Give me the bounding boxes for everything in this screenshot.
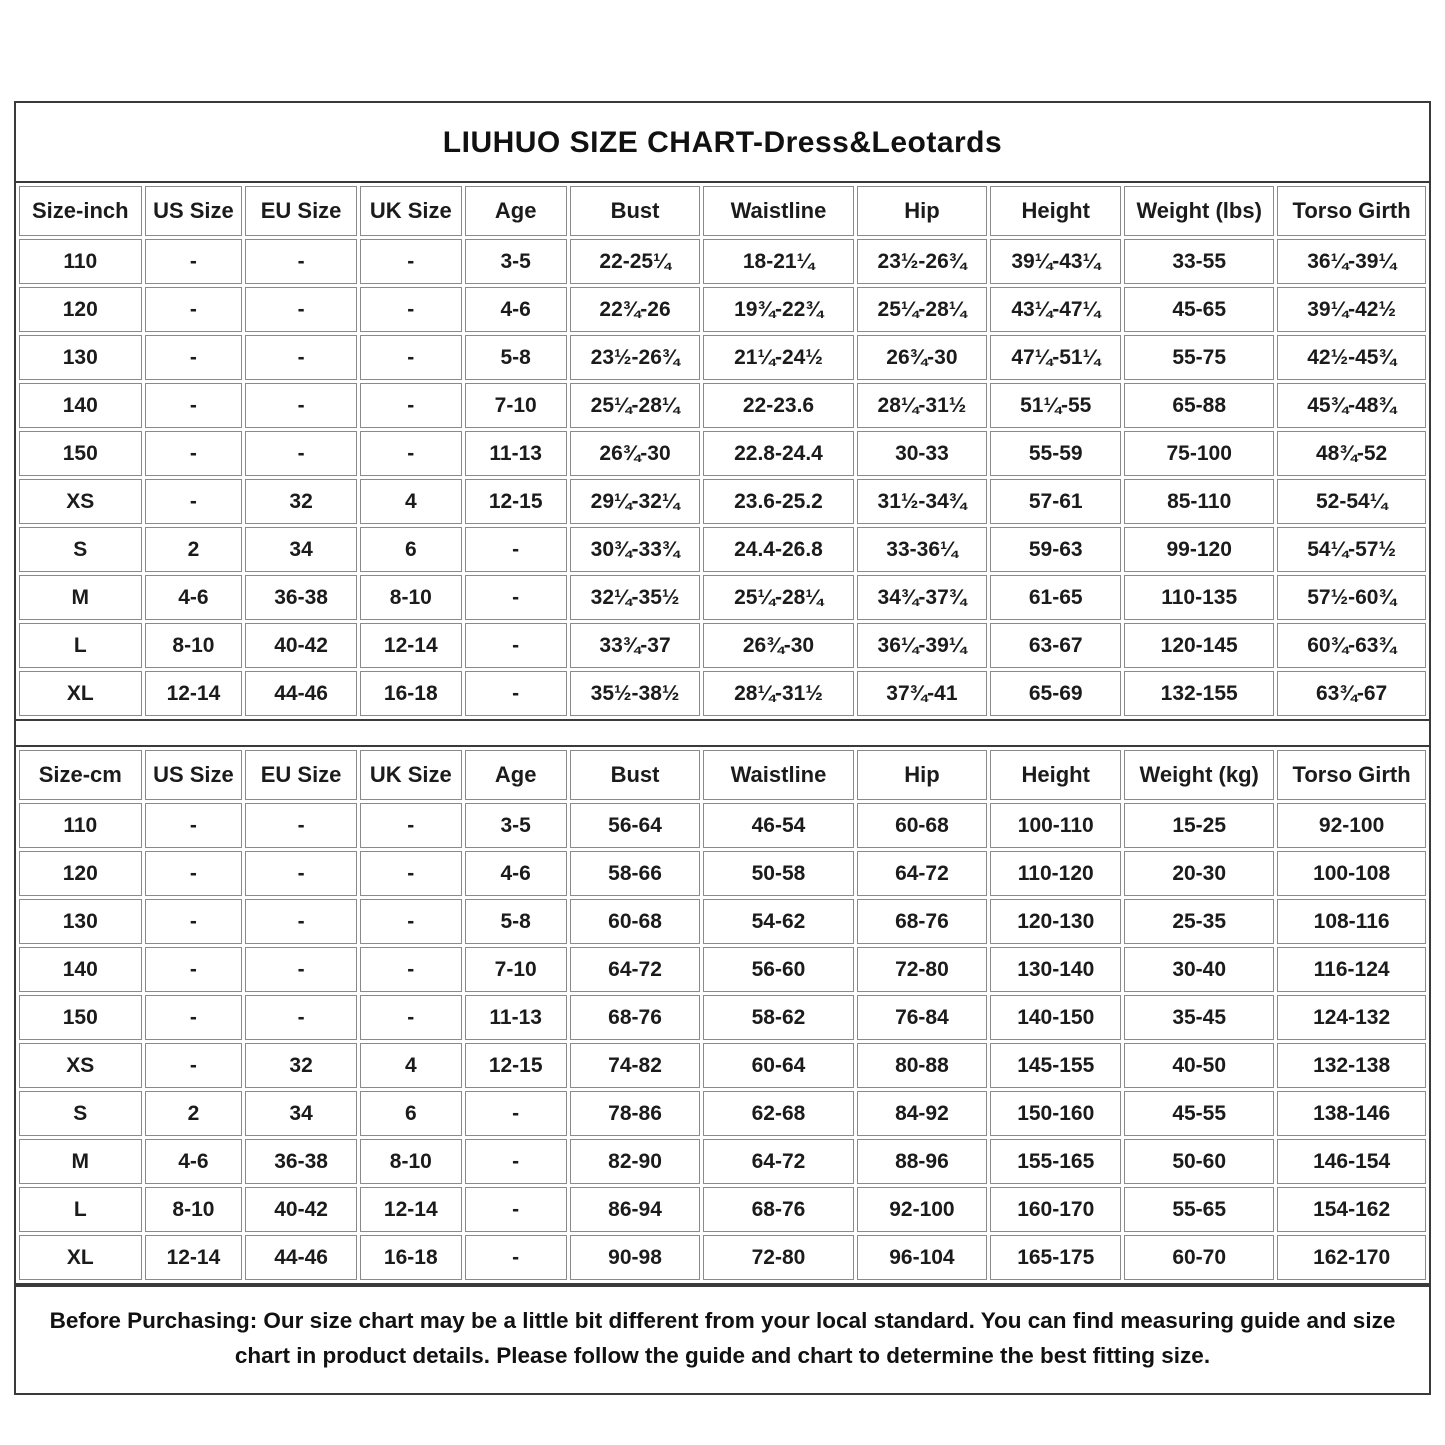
table-cell: 48¾-52	[1277, 431, 1426, 476]
table-cell: 32¼-35½	[570, 575, 701, 620]
table-cell: -	[245, 335, 357, 380]
column-header: Height	[990, 750, 1121, 800]
table-cell: 60-68	[570, 899, 701, 944]
table-cell: 4-6	[465, 287, 567, 332]
table-cell: 124-132	[1277, 995, 1426, 1040]
table-cell: -	[145, 899, 243, 944]
table-cell: -	[465, 575, 567, 620]
table-cell: 26¾-30	[570, 431, 701, 476]
table-cell: 68-76	[703, 1187, 853, 1232]
table-cell: 99-120	[1124, 527, 1274, 572]
table-cell: 5-8	[465, 899, 567, 944]
column-header: Torso Girth	[1277, 186, 1426, 236]
table-cell: 85-110	[1124, 479, 1274, 524]
column-header: US Size	[145, 186, 243, 236]
table-cell: -	[145, 947, 243, 992]
table-cell: 68-76	[857, 899, 988, 944]
table-row	[19, 527, 1426, 572]
table-cell: -	[465, 1139, 567, 1184]
table-cell: 65-88	[1124, 383, 1274, 428]
table-cell: -	[245, 899, 357, 944]
table-cell: 20-30	[1124, 851, 1274, 896]
table-cell: 8-10	[360, 575, 462, 620]
table-cell: 3-5	[465, 239, 567, 284]
row-label: 130	[19, 899, 142, 944]
table-cell: 39¼-42½	[1277, 287, 1426, 332]
table-cell: 75-100	[1124, 431, 1274, 476]
table-cell: 32	[245, 479, 357, 524]
table-cell: 145-155	[990, 1043, 1121, 1088]
table-cell: 23½-26¾	[570, 335, 701, 380]
table-cell: 50-58	[703, 851, 853, 896]
row-label: XS	[19, 479, 142, 524]
table-cell: 34¾-37¾	[857, 575, 988, 620]
table-cell: -	[360, 287, 462, 332]
table-cell: 39¼-43¼	[990, 239, 1121, 284]
table-cell: 7-10	[465, 947, 567, 992]
table-cell: 18-21¼	[703, 239, 853, 284]
row-label: S	[19, 527, 142, 572]
table-cell: 22-25¼	[570, 239, 701, 284]
table-cell: 50-60	[1124, 1139, 1274, 1184]
row-label: 140	[19, 383, 142, 428]
table-cell: 25¼-28¼	[857, 287, 988, 332]
header-row	[19, 186, 1426, 236]
table-cell: 40-50	[1124, 1043, 1274, 1088]
table-cell: -	[245, 851, 357, 896]
size-table-inch	[16, 181, 1429, 721]
column-header: Weight (lbs)	[1124, 186, 1274, 236]
table-cell: -	[360, 899, 462, 944]
table-cell: 64-72	[703, 1139, 853, 1184]
row-label: 120	[19, 851, 142, 896]
table-cell: 160-170	[990, 1187, 1121, 1232]
table-cell: 90-98	[570, 1235, 701, 1280]
table-cell: 57½-60¾	[1277, 575, 1426, 620]
row-label: 110	[19, 239, 142, 284]
table-cell: 80-88	[857, 1043, 988, 1088]
row-label: 120	[19, 287, 142, 332]
table-cell: 68-76	[570, 995, 701, 1040]
table-cell: 22-23.6	[703, 383, 853, 428]
row-label: L	[19, 623, 142, 668]
table-cell: -	[145, 239, 243, 284]
table-cell: 61-65	[990, 575, 1121, 620]
table-cell: 44-46	[245, 671, 357, 716]
table-cell: 22.8-24.4	[703, 431, 853, 476]
table-cell: -	[465, 1235, 567, 1280]
column-header: EU Size	[245, 186, 357, 236]
table-cell: 64-72	[570, 947, 701, 992]
table-cell: 32	[245, 1043, 357, 1088]
table-cell: -	[360, 947, 462, 992]
table-cell: 51¼-55	[990, 383, 1121, 428]
column-header: UK Size	[360, 186, 462, 236]
table-cell: 92-100	[857, 1187, 988, 1232]
column-header: Age	[465, 186, 567, 236]
table-cell: 76-84	[857, 995, 988, 1040]
table-cell: 36-38	[245, 1139, 357, 1184]
row-label: 130	[19, 335, 142, 380]
row-label: 150	[19, 431, 142, 476]
table-cell: 86-94	[570, 1187, 701, 1232]
table-cell: 5-8	[465, 335, 567, 380]
table-cell: 16-18	[360, 671, 462, 716]
table-cell: 21¼-24½	[703, 335, 853, 380]
table-cell: -	[145, 803, 243, 848]
size-chart-box	[14, 101, 1431, 1395]
row-label: 140	[19, 947, 142, 992]
table-cell: 42½-45¾	[1277, 335, 1426, 380]
table-cell: 162-170	[1277, 1235, 1426, 1280]
table-cell: -	[145, 479, 243, 524]
table-cell: 12-15	[465, 479, 567, 524]
column-header: Waistline	[703, 186, 853, 236]
table-cell: 34	[245, 1091, 357, 1136]
table-cell: -	[145, 1043, 243, 1088]
column-header: US Size	[145, 750, 243, 800]
table-cell: -	[245, 287, 357, 332]
table-cell: 56-60	[703, 947, 853, 992]
table-cell: -	[360, 431, 462, 476]
table-cell: 36¼-39¼	[857, 623, 988, 668]
column-header: Bust	[570, 750, 701, 800]
table-cell: -	[465, 1187, 567, 1232]
table-cell: -	[360, 851, 462, 896]
table-row	[19, 431, 1426, 476]
table-cell: 8-10	[145, 623, 243, 668]
table-cell: 40-42	[245, 623, 357, 668]
column-header: Size-cm	[19, 750, 142, 800]
row-label: M	[19, 1139, 142, 1184]
table-cell: 155-165	[990, 1139, 1121, 1184]
table-cell: 31½-34¾	[857, 479, 988, 524]
table-cell: -	[145, 383, 243, 428]
table-cell: 60-70	[1124, 1235, 1274, 1280]
table-cell: -	[465, 671, 567, 716]
table-cell: 4-6	[145, 1139, 243, 1184]
table-cell: 56-64	[570, 803, 701, 848]
table-row	[19, 1091, 1426, 1136]
column-header: Size-inch	[19, 186, 142, 236]
table-row	[19, 383, 1426, 428]
table-cell: 16-18	[360, 1235, 462, 1280]
column-header: UK Size	[360, 750, 462, 800]
row-label: 110	[19, 803, 142, 848]
table-cell: -	[245, 995, 357, 1040]
table-cell: 4	[360, 479, 462, 524]
table-cell: 8-10	[145, 1187, 243, 1232]
table-cell: -	[360, 239, 462, 284]
size-table-cm	[16, 745, 1429, 1285]
page-title: LIUHUO SIZE CHART-Dress&Leotards	[442, 126, 1003, 159]
row-label: L	[19, 1187, 142, 1232]
table-cell: 60-64	[703, 1043, 853, 1088]
table-cell: 33-36¼	[857, 527, 988, 572]
table-cell: 34	[245, 527, 357, 572]
footer-note: Before Purchasing: Our size chart may be a little bit different from your local standard. You can find measuring guide and size chart in product details. Please follow the guide and chart to determine the best fitting size.	[16, 1285, 1429, 1393]
table-cell: 19¾-22¾	[703, 287, 853, 332]
table-cell: 12-14	[145, 1235, 243, 1280]
row-label: XL	[19, 671, 142, 716]
table-cell: 60-68	[857, 803, 988, 848]
table-row	[19, 995, 1426, 1040]
table-cell: 24.4-26.8	[703, 527, 853, 572]
table-cell: 30-40	[1124, 947, 1274, 992]
table-cell: 35-45	[1124, 995, 1274, 1040]
table-cell: 30¾-33¾	[570, 527, 701, 572]
header-row	[19, 750, 1426, 800]
table-cell: 120-145	[1124, 623, 1274, 668]
table-cell: 26¾-30	[857, 335, 988, 380]
table-cell: 45-65	[1124, 287, 1274, 332]
table-cell: 22¾-26	[570, 287, 701, 332]
table-cell: -	[245, 383, 357, 428]
table-cell: 100-110	[990, 803, 1121, 848]
table-cell: -	[245, 239, 357, 284]
table-cell: 45¾-48¾	[1277, 383, 1426, 428]
row-label: S	[19, 1091, 142, 1136]
table-row	[19, 947, 1426, 992]
table-cell: -	[360, 335, 462, 380]
table-cell: 52-54¼	[1277, 479, 1426, 524]
column-header: Height	[990, 186, 1121, 236]
table-cell: 72-80	[857, 947, 988, 992]
table-cell: -	[145, 851, 243, 896]
table-cell: 74-82	[570, 1043, 701, 1088]
table-cell: 2	[145, 527, 243, 572]
table-cell: 11-13	[465, 995, 567, 1040]
table-cell: 108-116	[1277, 899, 1426, 944]
table-cell: 23.6-25.2	[703, 479, 853, 524]
table-cell: 8-10	[360, 1139, 462, 1184]
table-cell: 58-66	[570, 851, 701, 896]
table-cell: 58-62	[703, 995, 853, 1040]
column-header: EU Size	[245, 750, 357, 800]
table-cell: 96-104	[857, 1235, 988, 1280]
table-cell: 55-65	[1124, 1187, 1274, 1232]
table-cell: 7-10	[465, 383, 567, 428]
table-cell: 33-55	[1124, 239, 1274, 284]
table-cell: 165-175	[990, 1235, 1121, 1280]
table-row	[19, 287, 1426, 332]
table-cell: 54-62	[703, 899, 853, 944]
row-label: M	[19, 575, 142, 620]
table-cell: 36-38	[245, 575, 357, 620]
table-cell: 11-13	[465, 431, 567, 476]
column-header: Hip	[857, 750, 988, 800]
table-row	[19, 1235, 1426, 1280]
table-cell: 78-86	[570, 1091, 701, 1136]
table-cell: 55-75	[1124, 335, 1274, 380]
table-row	[19, 623, 1426, 668]
table-row	[19, 335, 1426, 380]
table-cell: -	[145, 335, 243, 380]
table-cell: 55-59	[990, 431, 1121, 476]
table-cell: 29¼-32¼	[570, 479, 701, 524]
table-row	[19, 479, 1426, 524]
table-cell: 36¼-39¼	[1277, 239, 1426, 284]
table-cell: 54¼-57½	[1277, 527, 1426, 572]
table-row	[19, 1187, 1426, 1232]
row-label: XL	[19, 1235, 142, 1280]
table-cell: 100-108	[1277, 851, 1426, 896]
table-cell: 60¾-63¾	[1277, 623, 1426, 668]
table-cell: 62-68	[703, 1091, 853, 1136]
table-cell: 45-55	[1124, 1091, 1274, 1136]
table-cell: 25¼-28¼	[570, 383, 701, 428]
table-cell: -	[465, 527, 567, 572]
table-cell: -	[360, 803, 462, 848]
table-cell: 28¼-31½	[703, 671, 853, 716]
table-cell: -	[245, 947, 357, 992]
table-cell: 116-124	[1277, 947, 1426, 992]
table-cell: -	[465, 623, 567, 668]
table-cell: 140-150	[990, 995, 1121, 1040]
table-cell: 92-100	[1277, 803, 1426, 848]
table-cell: -	[245, 803, 357, 848]
table-cell: 65-69	[990, 671, 1121, 716]
table-cell: 110-120	[990, 851, 1121, 896]
table-row	[19, 803, 1426, 848]
table-cell: 59-63	[990, 527, 1121, 572]
table-cell: 130-140	[990, 947, 1121, 992]
table-cell: 57-61	[990, 479, 1121, 524]
table-cell: -	[145, 431, 243, 476]
column-header: Age	[465, 750, 567, 800]
table-cell: 72-80	[703, 1235, 853, 1280]
column-header: Torso Girth	[1277, 750, 1426, 800]
table-cell: 120-130	[990, 899, 1121, 944]
column-header: Bust	[570, 186, 701, 236]
table-cell: 35½-38½	[570, 671, 701, 716]
table-cell: -	[145, 995, 243, 1040]
row-label: 150	[19, 995, 142, 1040]
table-row	[19, 1139, 1426, 1184]
table-cell: 4	[360, 1043, 462, 1088]
column-header: Waistline	[703, 750, 853, 800]
table-cell: 63-67	[990, 623, 1121, 668]
table-cell: 37¾-41	[857, 671, 988, 716]
table-cell: 46-54	[703, 803, 853, 848]
table-cell: 23½-26¾	[857, 239, 988, 284]
table-cell: 154-162	[1277, 1187, 1426, 1232]
table-row	[19, 1043, 1426, 1088]
table-cell: 132-138	[1277, 1043, 1426, 1088]
table-cell: 25-35	[1124, 899, 1274, 944]
table-cell: 47¼-51¼	[990, 335, 1121, 380]
column-header: Weight (kg)	[1124, 750, 1274, 800]
table-cell: 64-72	[857, 851, 988, 896]
table-cell: 25¼-28¼	[703, 575, 853, 620]
table-cell: 146-154	[1277, 1139, 1426, 1184]
table-cell: 132-155	[1124, 671, 1274, 716]
table-row	[19, 575, 1426, 620]
table-cell: -	[245, 431, 357, 476]
table-cell: 12-15	[465, 1043, 567, 1088]
table-cell: 3-5	[465, 803, 567, 848]
table-cell: 44-46	[245, 1235, 357, 1280]
table-cell: 4-6	[145, 575, 243, 620]
table-cell: -	[360, 995, 462, 1040]
table-cell: 84-92	[857, 1091, 988, 1136]
table-cell: 2	[145, 1091, 243, 1136]
table-cell: 6	[360, 1091, 462, 1136]
table-cell: -	[145, 287, 243, 332]
table-cell: 63¾-67	[1277, 671, 1426, 716]
table-cell: 82-90	[570, 1139, 701, 1184]
table-cell: 15-25	[1124, 803, 1274, 848]
table-row	[19, 899, 1426, 944]
table-cell: 12-14	[145, 671, 243, 716]
table-cell: 138-146	[1277, 1091, 1426, 1136]
table-cell: 26¾-30	[703, 623, 853, 668]
table-cell: 12-14	[360, 623, 462, 668]
table-cell: 110-135	[1124, 575, 1274, 620]
table-cell: 150-160	[990, 1091, 1121, 1136]
table-cell: 30-33	[857, 431, 988, 476]
table-cell: 43¼-47¼	[990, 287, 1121, 332]
table-row	[19, 851, 1426, 896]
table-row	[19, 671, 1426, 716]
column-header: Hip	[857, 186, 988, 236]
table-cell: 4-6	[465, 851, 567, 896]
table-row	[19, 239, 1426, 284]
table-cell: -	[465, 1091, 567, 1136]
table-cell: 33¾-37	[570, 623, 701, 668]
table-cell: 88-96	[857, 1139, 988, 1184]
table-cell: 6	[360, 527, 462, 572]
table-cell: 40-42	[245, 1187, 357, 1232]
table-cell: 28¼-31½	[857, 383, 988, 428]
table-cell: 12-14	[360, 1187, 462, 1232]
row-label: XS	[19, 1043, 142, 1088]
table-cell: -	[360, 383, 462, 428]
